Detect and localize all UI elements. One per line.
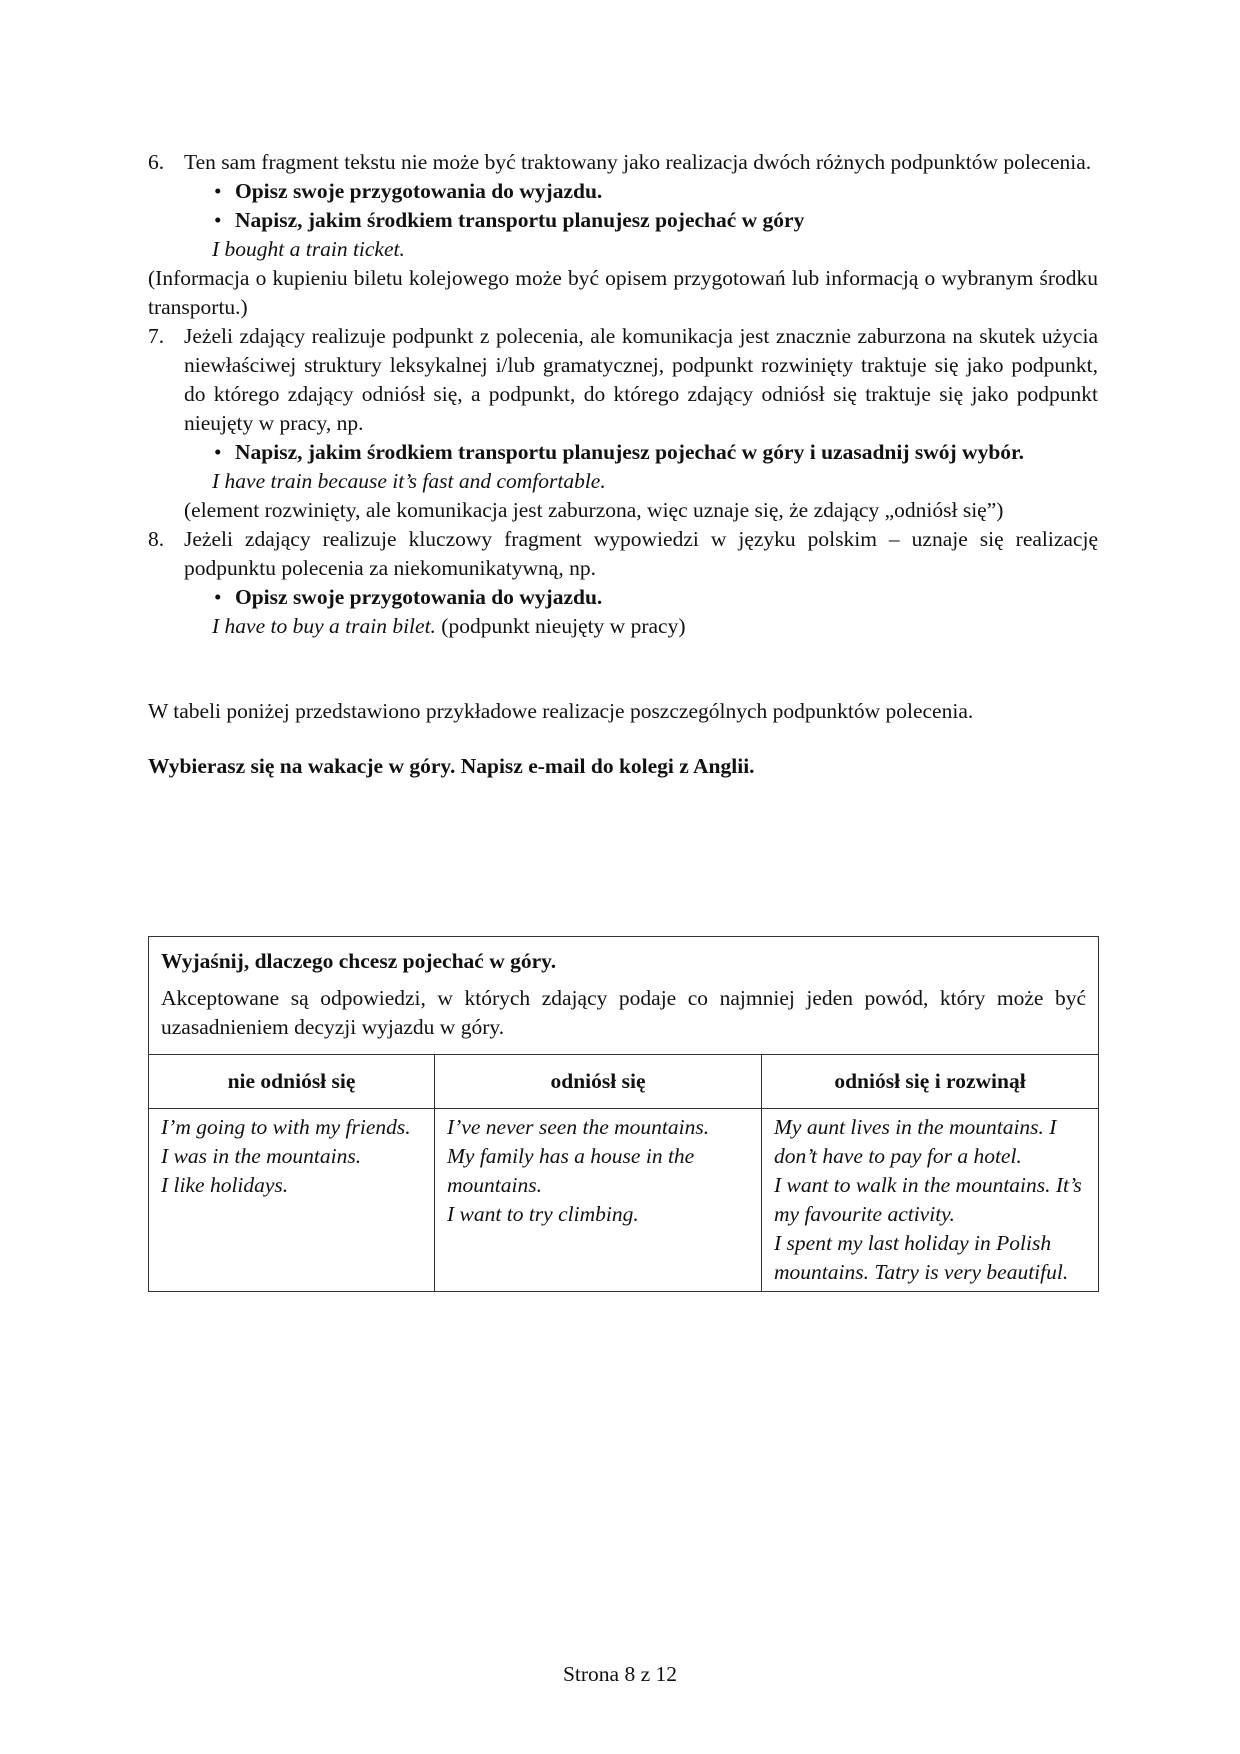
rule-7-bullet-1 xyxy=(148,438,1098,467)
rule-7-example xyxy=(148,467,1098,496)
bullet-icon: • xyxy=(214,585,222,609)
rule-7-note: (element rozwinięty, ale komunikacja jest zaburzona, więc uznaje się, że zdający „odniósł się”) xyxy=(184,498,1004,522)
rule-number: 8. xyxy=(148,527,165,551)
rule-number: 7. xyxy=(148,324,165,348)
table-row xyxy=(149,1109,1099,1292)
table-cell-odniosl xyxy=(435,1109,762,1292)
rule-6-example xyxy=(148,235,1098,264)
example-answer: I like holidays. xyxy=(161,1173,289,1197)
column-header: odniósł się i rozwinął xyxy=(762,1055,1099,1109)
example-answer: My family has a house in the mountains. xyxy=(447,1144,695,1197)
table-header-cell xyxy=(149,937,1099,1055)
rule-text: Jeżeli zdający realizuje kluczowy fragment wypowiedzi w języku polskim – uznaje się realizację podpunktu polecenia za niekomunikatywną, np. xyxy=(184,527,1098,580)
bullet-text: Napisz, jakim środkiem transportu planujesz pojechać w góry xyxy=(235,208,805,232)
bullet-text: Opisz swoje przygotowania do wyjazdu. xyxy=(235,179,603,203)
rule-6-note: (Informacja o kupieniu biletu kolejowego może być opisem przygotowań lub informacją o wybranym środku transportu.) xyxy=(148,266,1098,319)
rule-8-bullet-1 xyxy=(148,583,1098,612)
rule-text: Ten sam fragment tekstu nie może być traktowany jako realizacja dwóch różnych podpunktów polecenia. xyxy=(184,150,1092,174)
bullet-icon: • xyxy=(214,208,222,232)
page-footer: Strona 8 z 12 xyxy=(562,1662,678,1686)
rule-8-example xyxy=(148,612,1098,641)
examples-table xyxy=(148,936,1099,1292)
task-heading: Wybierasz się na wakacje w góry. Napisz e-mail do kolegi z Anglii. xyxy=(148,754,755,778)
example-answer: I’m going to with my friends. xyxy=(161,1115,411,1139)
example-suffix: (podpunkt nieujęty w pracy) xyxy=(435,614,686,638)
example-answer: I want to walk in the mountains. It’s my favourite activity. xyxy=(774,1173,1082,1226)
table-cell-rozwinal xyxy=(762,1109,1099,1292)
column-header: odniósł się xyxy=(435,1055,762,1109)
rule-7 xyxy=(148,322,1098,438)
rule-text: Jeżeli zdający realizuje podpunkt z polecenia, ale komunikacja jest znacznie zaburzona na skutek użycia niewłaściwej struktury leksykalnej i/lub gramatycznej, podpunkt rozwinięty traktuje się jako podpunkt, do którego zdający odniósł się, a podpunkt, do którego zdający odniósł się traktuje się jako podpunkt nieujęty w pracy, np. xyxy=(184,324,1098,435)
rule-8 xyxy=(148,525,1098,583)
bullet-icon: • xyxy=(214,440,222,464)
rule-6-bullet-1 xyxy=(148,177,1098,206)
example-answer: I was in the mountains. xyxy=(161,1144,362,1168)
spacer xyxy=(148,641,1098,697)
example-text: I have to buy a train bilet. xyxy=(212,614,436,638)
example-answer: My aunt lives in the mountains. I don’t have to pay for a hotel. xyxy=(774,1115,1057,1168)
page-content xyxy=(148,148,1098,781)
rule-number: 6. xyxy=(148,150,165,174)
column-header: nie odniósł się xyxy=(149,1055,435,1109)
example-text: I bought a train ticket. xyxy=(212,237,405,261)
intro-paragraph: W tabeli poniżej przedstawiono przykładowe realizacje poszczególnych podpunktów polecenia. xyxy=(148,699,974,723)
bullet-icon: • xyxy=(214,179,222,203)
example-answer: I spent my last holiday in Polish mountains. Tatry is very beautiful. xyxy=(774,1231,1069,1284)
example-answer: I want to try climbing. xyxy=(447,1202,639,1226)
example-answer: I’ve never seen the mountains. xyxy=(447,1115,710,1139)
table-header-row xyxy=(149,937,1099,1055)
bullet-text: Opisz swoje przygotowania do wyjazdu. xyxy=(235,585,603,609)
table-cell-nie-odniosl xyxy=(149,1109,435,1292)
table-criteria: Akceptowane są odpowiedzi, w których zdający podaje co najmniej jeden powód, który może być uzasadnieniem decyzji wyjazdu w góry. xyxy=(161,986,1087,1039)
bullet-text: Napisz, jakim środkiem transportu planujesz pojechać w góry i uzasadnij swój wybór. xyxy=(235,440,1024,464)
rule-6 xyxy=(148,148,1098,177)
example-text: I have train because it’s fast and comfortable. xyxy=(212,469,606,493)
table-question: Wyjaśnij, dlaczego chcesz pojechać w góry. xyxy=(161,949,557,973)
table-column-headers xyxy=(149,1055,1099,1109)
rule-6-bullet-2 xyxy=(148,206,1098,235)
